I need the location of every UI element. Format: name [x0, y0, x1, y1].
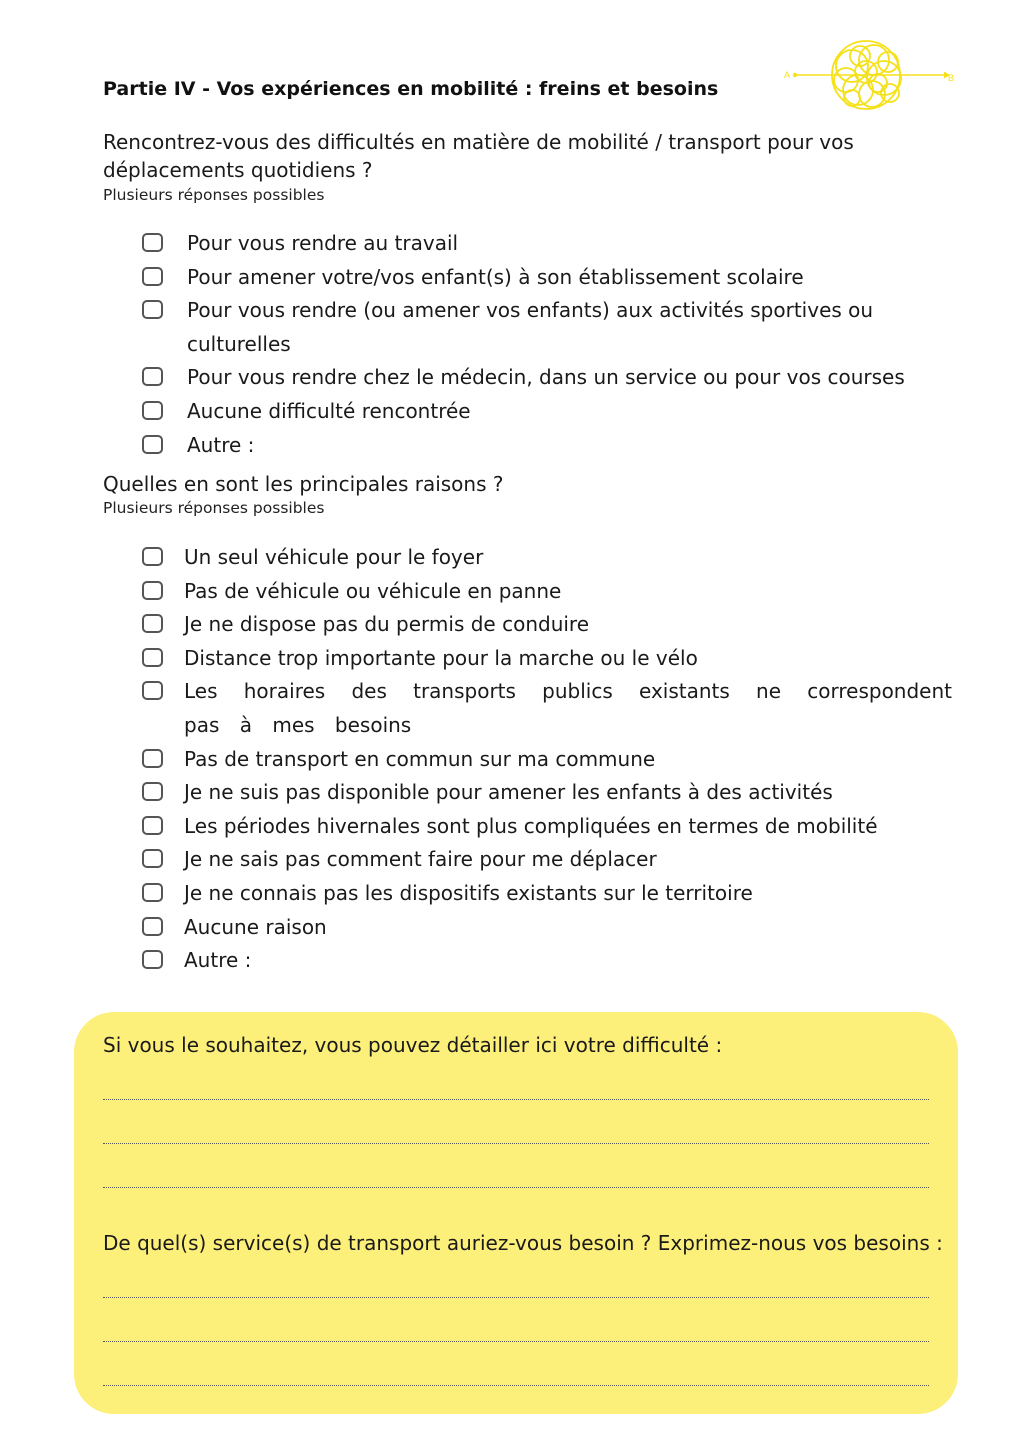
- question1-hint: Plusieurs réponses possibles: [103, 186, 325, 204]
- question2-option: [142, 743, 962, 777]
- checkbox[interactable]: [142, 917, 163, 936]
- question2-option: [142, 608, 962, 642]
- checkbox[interactable]: [142, 435, 163, 454]
- checkbox[interactable]: [142, 581, 163, 600]
- checkbox[interactable]: [142, 849, 163, 868]
- question1-option: [142, 429, 962, 463]
- option-label: Je ne suis pas disponible pour amener les enfants à des activités: [184, 780, 833, 805]
- checkbox[interactable]: [142, 816, 163, 835]
- question1-text: Rencontrez-vous des difficultés en matière de mobilité / transport pour vos déplacements quotidiens ?: [103, 130, 854, 182]
- question2-option: [142, 575, 962, 609]
- question2-option: [142, 642, 962, 676]
- question2-text: Quelles en sont les principales raisons ?: [103, 472, 504, 496]
- question2-options: [142, 541, 962, 978]
- logo: [782, 38, 958, 116]
- option-label: Pas de véhicule ou véhicule en panne: [184, 578, 562, 603]
- difficulty-answer-line[interactable]: [103, 1143, 929, 1144]
- checkbox[interactable]: [142, 950, 163, 969]
- needs-answer-line[interactable]: [103, 1297, 929, 1298]
- checkbox[interactable]: [142, 233, 163, 252]
- option-label: Un seul véhicule pour le foyer: [184, 545, 484, 569]
- needs-prompt: De quel(s) service(s) de transport auriez-vous besoin ? Exprimez-nous vos besoins :: [103, 1231, 943, 1255]
- checkbox[interactable]: [142, 547, 163, 566]
- checkbox[interactable]: [142, 614, 163, 633]
- logo-scribble-icon: [782, 38, 958, 116]
- option-label: Pas de transport en commun sur ma commune: [184, 746, 656, 771]
- question2-option: [142, 776, 962, 810]
- option-label: Pour amener votre/vos enfant(s) à son établissement scolaire: [187, 264, 804, 289]
- question2-option: [142, 810, 962, 844]
- needs-answer-line[interactable]: [103, 1385, 929, 1386]
- checkbox[interactable]: [142, 401, 163, 420]
- question2-option: [142, 843, 962, 877]
- question2-option: [142, 944, 962, 978]
- logo-label-a: A: [784, 70, 791, 80]
- question1-option: [142, 361, 962, 395]
- question1-options: [142, 227, 962, 462]
- option-label: Distance trop importante pour la marche ou le vélo: [184, 645, 698, 670]
- difficulty-prompt: Si vous le souhaitez, vous pouvez détailler ici votre difficulté :: [103, 1033, 723, 1057]
- question1-option: [142, 227, 962, 261]
- option-label: Pour vous rendre (ou amener vos enfants) aux activités sportives ou culturelles: [187, 298, 874, 356]
- checkbox[interactable]: [142, 749, 163, 768]
- section-title: Partie IV - Vos expériences en mobilité : freins et besoins: [103, 78, 719, 100]
- question1-option: [142, 395, 962, 429]
- option-label: Les horaires des transports publics existants ne correspondent pas à mes besoins: [184, 679, 952, 737]
- option-label: Autre :: [184, 948, 252, 973]
- question1-option: [142, 261, 962, 295]
- question1-option: [142, 294, 962, 361]
- question2-hint: Plusieurs réponses possibles: [103, 499, 325, 517]
- logo-label-b: B: [948, 73, 955, 83]
- option-label: Aucune difficulté rencontrée: [187, 398, 471, 423]
- option-label: Je ne connais pas les dispositifs existants sur le territoire: [184, 880, 753, 905]
- question2-option: [142, 675, 962, 742]
- option-label: Je ne sais pas comment faire pour me déplacer: [184, 847, 657, 872]
- checkbox[interactable]: [142, 782, 163, 801]
- checkbox[interactable]: [142, 648, 163, 667]
- option-label: Je ne dispose pas du permis de conduire: [184, 612, 590, 637]
- question2-option: [142, 541, 962, 575]
- option-label: Pour vous rendre chez le médecin, dans un service ou pour vos courses: [187, 365, 905, 390]
- needs-answer-line[interactable]: [103, 1341, 929, 1342]
- checkbox[interactable]: [142, 300, 163, 319]
- question2-option: [142, 911, 962, 945]
- option-label: Autre :: [187, 432, 255, 457]
- option-label: Les périodes hivernales sont plus compliquées en termes de mobilité: [184, 813, 878, 838]
- question2-option: [142, 877, 962, 911]
- free-text-panel: [74, 1012, 958, 1414]
- difficulty-answer-line[interactable]: [103, 1187, 929, 1188]
- difficulty-answer-line[interactable]: [103, 1099, 929, 1100]
- checkbox[interactable]: [142, 367, 163, 386]
- option-label: Pour vous rendre au travail: [187, 231, 459, 255]
- checkbox[interactable]: [142, 883, 163, 902]
- checkbox[interactable]: [142, 681, 163, 700]
- checkbox[interactable]: [142, 267, 163, 286]
- option-label: Aucune raison: [184, 914, 327, 939]
